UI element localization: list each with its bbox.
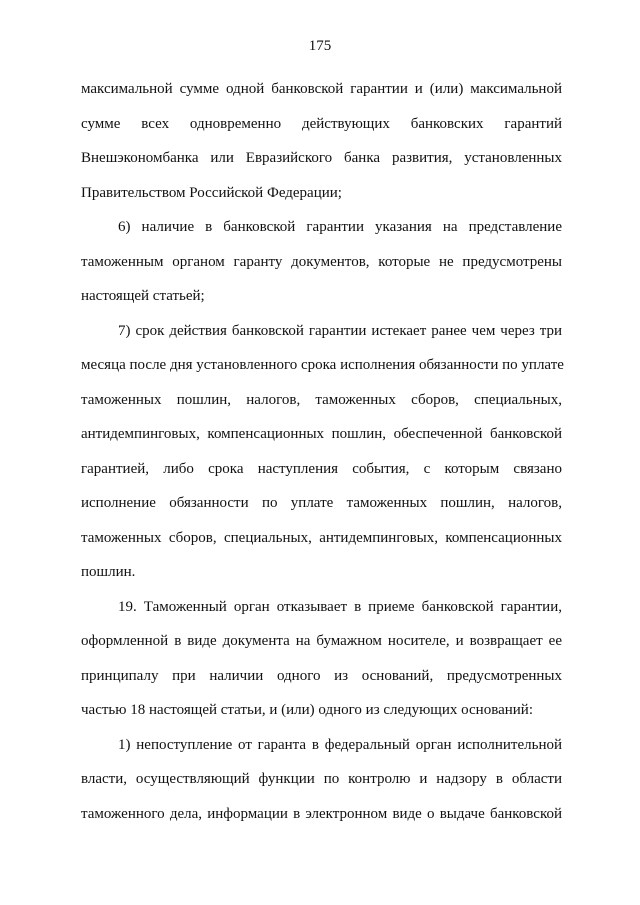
paragraph-item-6 — [81, 210, 562, 314]
paragraph-item-7 — [81, 314, 562, 590]
text-line: 7) срок действия банковской гарантии истекает ранее чем через три — [118, 322, 562, 339]
text-line: частью 18 настоящей статьи, и (или) одного из следующих оснований: — [81, 702, 533, 718]
text-line: пошлин. — [81, 564, 136, 580]
paragraph-section-19 — [81, 590, 562, 728]
text-line: антидемпинговых, компенсационных пошлин, обеспеченной банковской — [81, 426, 562, 442]
text-line: сумме всех одновременно действующих банковских гарантий — [81, 115, 562, 132]
text-line: исполнение обязанности по уплате таможенных пошлин, налогов, — [81, 495, 562, 511]
document-body — [81, 72, 562, 831]
page-number: 175 — [308, 38, 332, 54]
text-line: таможенных пошлин, налогов, таможенных сборов, специальных, — [81, 391, 562, 408]
text-line: таможенных сборов, специальных, антидемпинговых, компенсационных — [81, 529, 562, 546]
text-line: принципалу при наличии одного из оснований, предусмотренных — [81, 667, 562, 684]
text-line: таможенным органом гаранту документов, которые не предусмотрены — [81, 253, 562, 270]
text-line: месяца после дня установленного срока исполнения обязанности по уплате — [81, 357, 564, 373]
text-line: максимальной сумме одной банковской гарантии и (или) максимальной — [81, 81, 562, 97]
text-line: 6) наличие в банковской гарантии указания на представление — [118, 219, 562, 235]
text-line: Внешэкономбанка или Евразийского банка развития, установленных — [81, 150, 562, 166]
text-line: оформленной в виде документа на бумажном носителе, и возвращает ее — [81, 633, 562, 649]
text-line: власти, осуществляющий функции по контролю и надзору в области — [81, 771, 562, 787]
text-line: таможенного дела, информации в электронном виде о выдаче банковской — [81, 805, 562, 822]
text-line: гарантией, либо срока наступления события, с которым связано — [81, 460, 562, 477]
text-line: 19. Таможенный орган отказывает в приеме банковской гарантии, — [118, 598, 562, 615]
paragraph-continuation — [81, 72, 562, 210]
text-line: 1) непоступление от гаранта в федеральный орган исполнительной — [118, 736, 562, 753]
paragraph-item-1 — [81, 728, 562, 832]
text-line: Правительством Российской Федерации; — [81, 184, 342, 201]
text-line: настоящей статьей; — [81, 288, 205, 304]
